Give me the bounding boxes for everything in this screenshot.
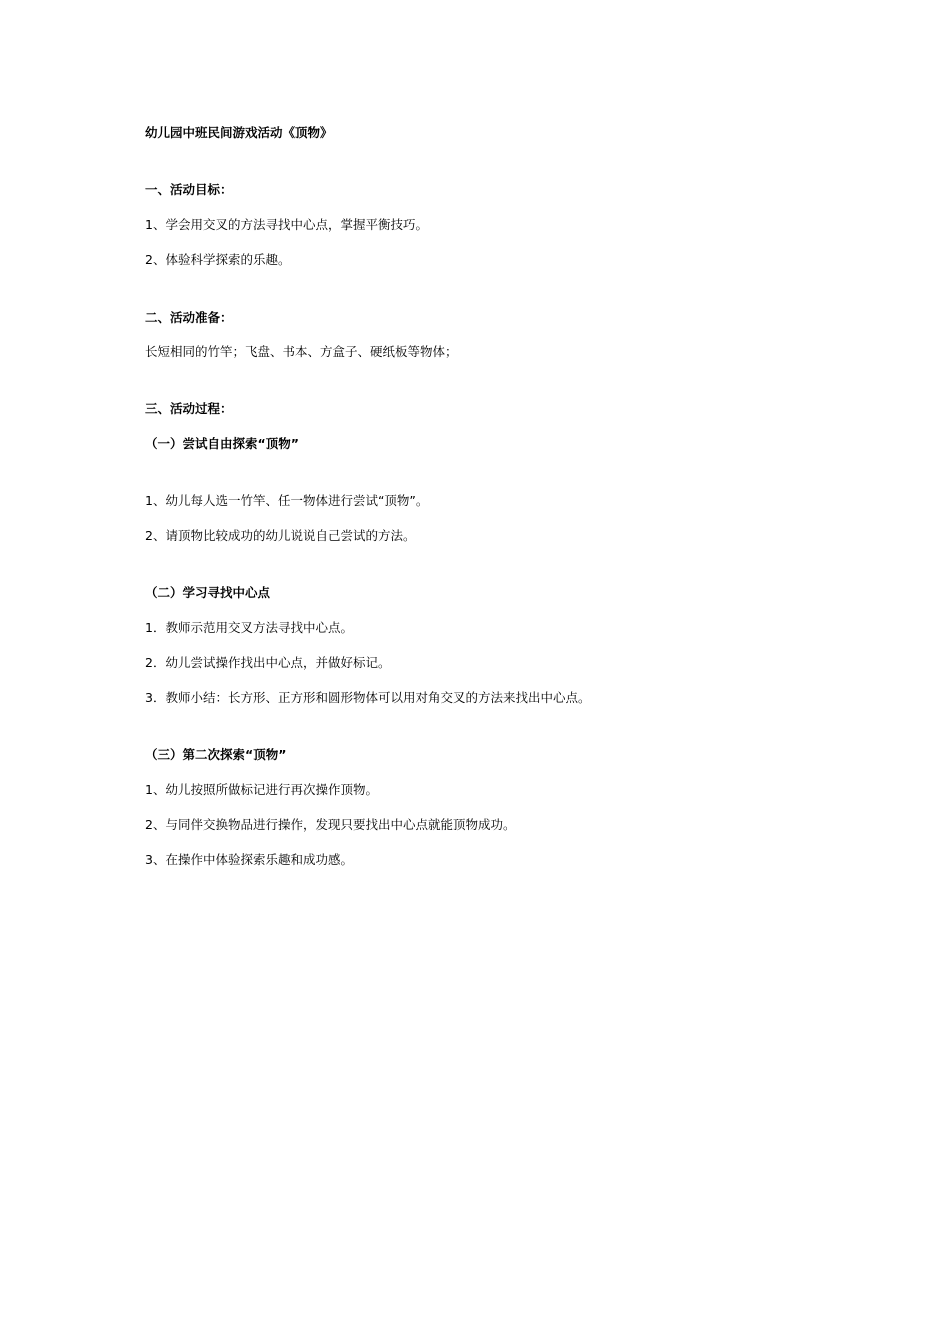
subsection-heading-3: （三）第二次探索“顶物” [145, 747, 287, 762]
process-item: 2、请顶物比较成功的幼儿说说自己尝试的方法。 [145, 528, 416, 543]
subsection-heading-2: （二）学习寻找中心点 [145, 585, 271, 600]
process-item: 2、与同伴交换物品进行操作，发现只要找出中心点就能顶物成功。 [145, 817, 516, 832]
goal-item: 1、学会用交叉的方法寻找中心点，掌握平衡技巧。 [145, 217, 428, 232]
process-item: 1、幼儿按照所做标记进行再次操作顶物。 [145, 782, 378, 797]
goal-item: 2、体验科学探索的乐趣。 [145, 252, 291, 267]
process-item: 1．教师示范用交叉方法寻找中心点。 [145, 620, 353, 635]
process-item: 2．幼儿尝试操作找出中心点，并做好标记。 [145, 655, 391, 670]
preparation-text: 长短相同的竹竿；飞盘、书本、方盒子、硬纸板等物体； [145, 344, 458, 359]
document-title: 幼儿园中班民间游戏活动《顶物》 [145, 125, 333, 140]
process-item: 1、幼儿每人选一竹竿、任一物体进行尝试“顶物”。 [145, 493, 429, 508]
section-heading-goals: 一、活动目标： [145, 182, 233, 197]
section-heading-process: 三、活动过程： [145, 401, 233, 416]
section-heading-preparation: 二、活动准备： [145, 310, 233, 325]
process-item: 3．教师小结：长方形、正方形和圆形物体可以用对角交叉的方法来找出中心点。 [145, 690, 591, 705]
subsection-heading-1: （一）尝试自由探索“顶物” [145, 436, 299, 451]
process-item: 3、在操作中体验探索乐趣和成功感。 [145, 852, 353, 867]
